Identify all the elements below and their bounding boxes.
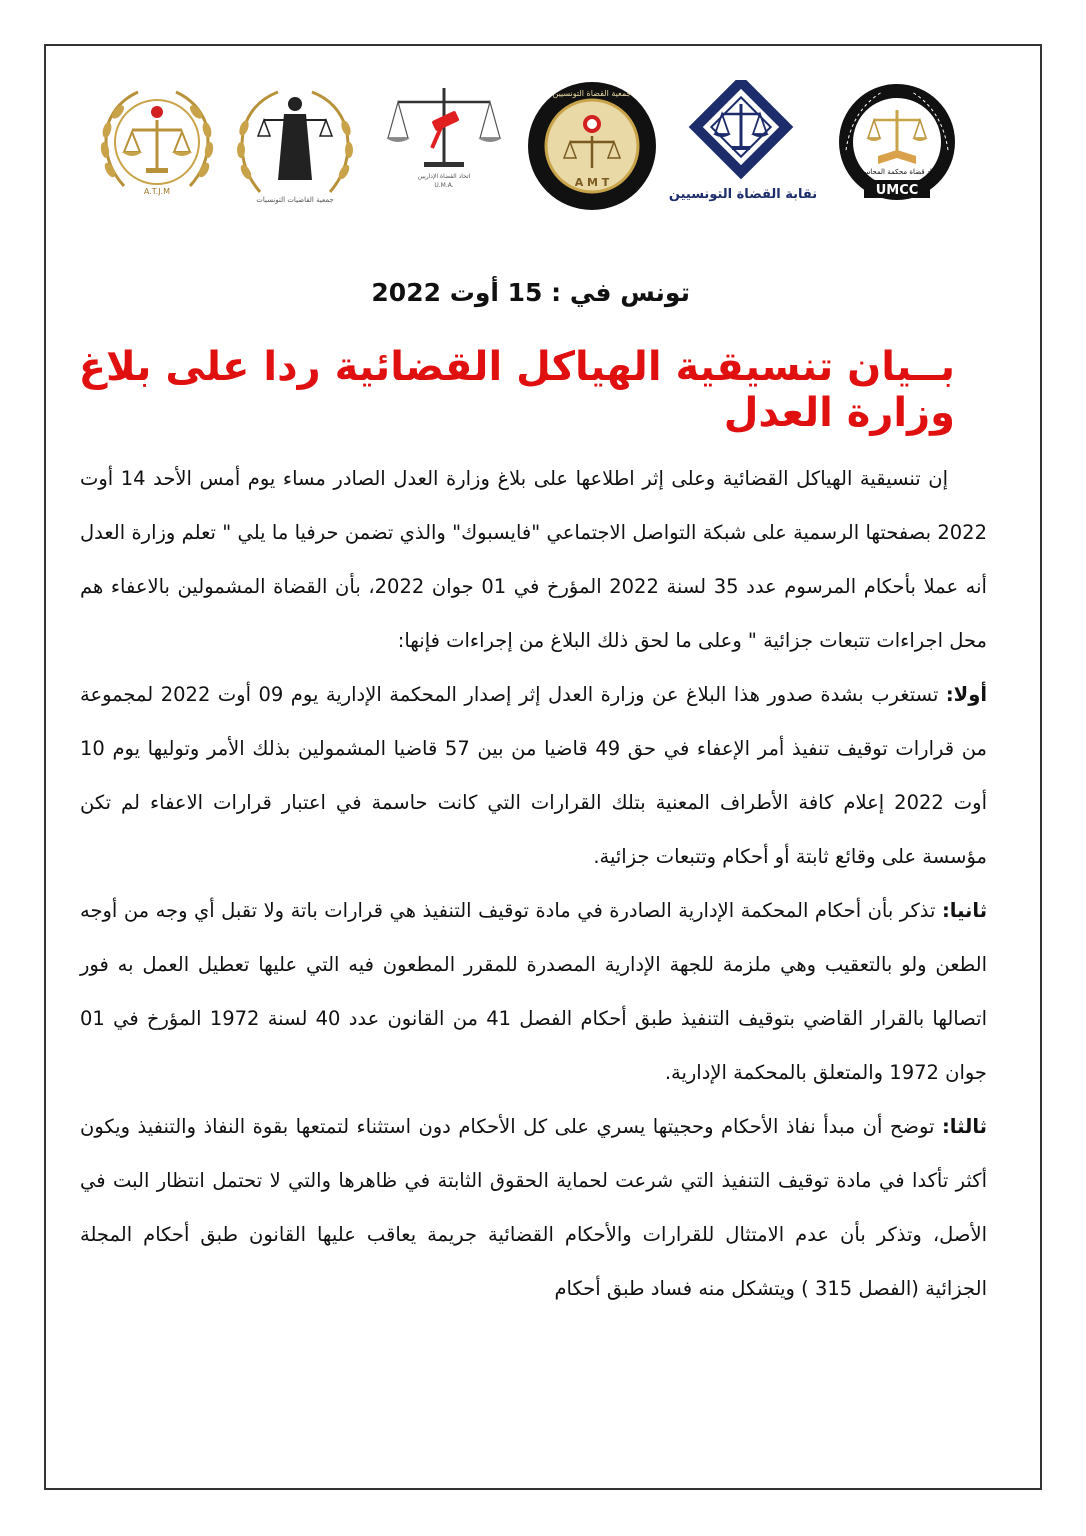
amt-logo (526, 80, 658, 212)
intro-text: إن تنسيقية الهياكل القضائية وعلى إثر اطلاعها على بلاغ وزارة العدل الصادر مساء يوم أمس الأحد 14 أوت 2022 بصفحتها الرسمية على شبكة التواصل الاجتماعي "فايسبوك" والذي تضمن حرفيا ما يلي " تعلم وزارة العدل أنه عملا بأحكام المرسوم عدد 35 لسنة 2022 المؤرخ في 01 جوان 2022، بأن القضاة المشمولين بالاعفاء هم محل اجراءات تتبعات جزائية " وعلى ما لحق ذلك البلاغ من إجراءات فإنها: (80, 467, 987, 652)
uma-arabic: اتحاد القضاة الإداريين (417, 173, 471, 180)
women-judges-logo (232, 80, 358, 210)
date-line: تونس في : 15 أوت 2022 (371, 278, 690, 307)
point-first-text: تستغرب بشدة صدور هذا البلاغ عن وزارة العدل إثر إصدار المحكمة الإدارية يوم 09 أوت 2022 لمجموعة من قرارات توقيف تنفيذ أمر الإعفاء في حق 49 قاضيا من بين 57 قاضيا المشمولين بذلك الأمر وتوليها يوم 10 أوت 2022 إعلام كافة الأطراف المعنية بتلك القرارات التي كانت حاسمة في اعتبار قرارات الاعفاء لم تكن مؤسسة على وقائع ثابتة أو أحكام وتتبعات جزائية. (80, 683, 987, 868)
statement-body (80, 452, 987, 1316)
amt-arabic: جمعية القضاة التونسيين (552, 89, 632, 98)
umcc-caption: UMCC (875, 183, 919, 198)
point-first (80, 668, 987, 884)
point-second (80, 884, 987, 1100)
uma-logo (384, 80, 504, 190)
umcc-arabic: اتحاد قضاة محكمة المحاسبات (853, 168, 941, 176)
point-third-text: توضح أن مبدأ نفاذ الأحكام وحجيتها يسري على كل الأحكام دون استثناء لتمتعها بقوة النفاذ والتنفيذ ويكون أكثر تأكدا في مادة توقيف التنفيذ التي شرعت لحماية الحقوق الثابتة في ظاهرها والتي لا تحتمل انتظار البت في الأصل، وتذكر بأن عدم الامتثال للقرارات والأحكام القضائية جريمة يعاقب عليها القانون طبق أحكام المجلة الجزائية (الفصل 315 ) ويتشكل منه فساد طبق أحكام (80, 1115, 987, 1300)
atjm-logo (94, 80, 220, 206)
point-second-label: ثانيا: (941, 899, 988, 922)
atjm-caption: A.T.J.M (143, 187, 171, 196)
syndicate-logo (668, 80, 818, 210)
syndicate-caption: نقابة القضاة التونسيين (668, 187, 818, 202)
uma-caption: U.M.A. (434, 182, 454, 189)
point-third (80, 1100, 987, 1316)
women-judges-caption: جمعية القاضيات التونسيات (256, 196, 334, 204)
logos-row (80, 80, 1000, 220)
statement-title: بــيان تنسيقية الهياكل القضائية ردا على بلاغ وزارة العدل (78, 344, 955, 436)
amt-caption: A M T (574, 176, 610, 189)
point-second-text: تذكر بأن أحكام المحكمة الإدارية الصادرة في مادة توقيف التنفيذ هي قرارات باتة ولا تقبل أي وجه من أوجه الطعن ولو بالتعقيب وهي ملزمة للجهة الإدارية المصدرة للمقرر المطعون فيه التي عليها تعطيل العمل به فور اتصالها بالقرار القاضي بتوقيف التنفيذ طبق أحكام الفصل 41 من القانون عدد 40 لسنة 1972 المؤرخ في 01 جوان 1972 والمتعلق بالمحكمة الإدارية. (80, 899, 987, 1084)
umcc-logo (832, 80, 962, 210)
point-first-label: أولا: (945, 683, 987, 706)
intro-paragraph (80, 452, 987, 668)
point-third-label: ثالثا: (941, 1115, 987, 1138)
